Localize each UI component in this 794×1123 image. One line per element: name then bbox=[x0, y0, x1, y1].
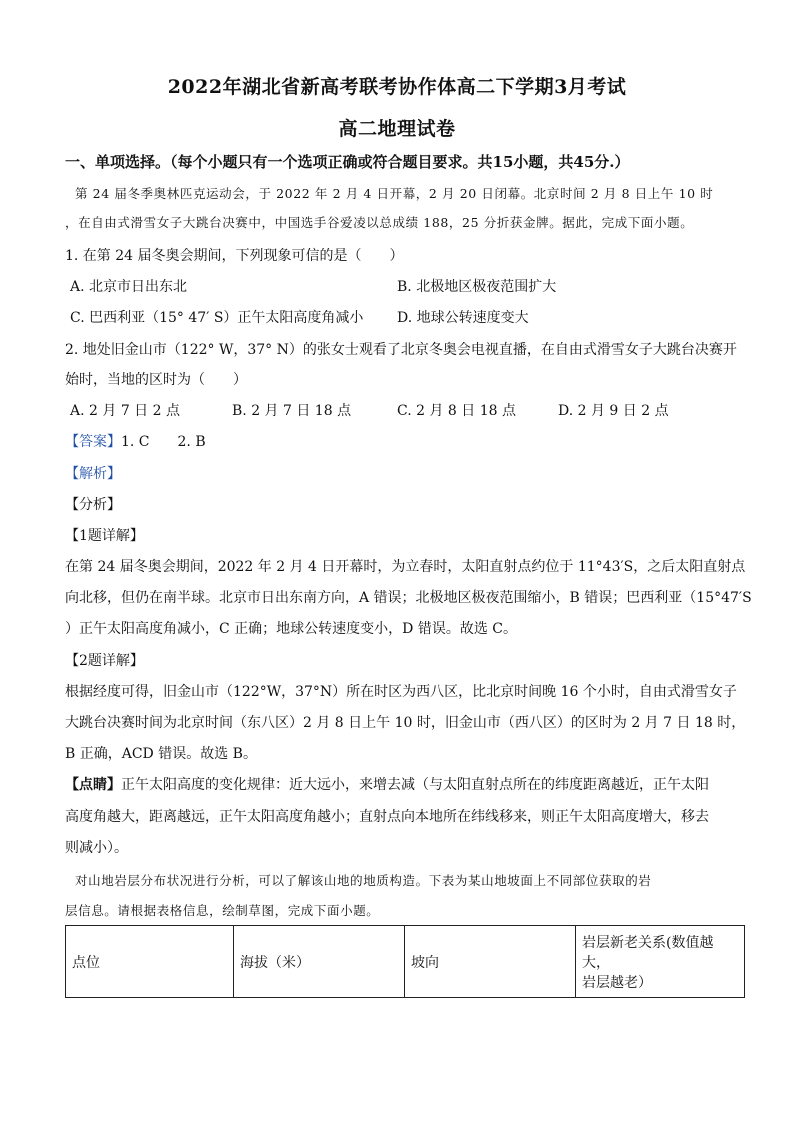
q1-option-d: D. 地球公转速度变大 bbox=[397, 310, 529, 326]
detail-1-label: 【1题详解】 bbox=[65, 528, 144, 544]
q1-option-c: C. 巴西利亚（15° 47′ S）正午太阳高度角减小 bbox=[70, 310, 364, 326]
detail-2-line: 根据经度可得，旧金山市（122°W，37°N）所在时区为西八区，比北京时间晚 16 个小时，自由式滑雪女子 bbox=[65, 684, 737, 700]
table-header-row bbox=[66, 926, 745, 998]
passage-line: ，在自由式滑雪女子大跳台决赛中，中国选手谷爱凌以总成绩 188，25 分折获金牌。据此，完成下面小题。 bbox=[65, 215, 694, 230]
header-cell-age bbox=[576, 926, 745, 998]
page-title: 2022年湖北省新高考联考协作体高二下学期3月考试 bbox=[167, 76, 627, 98]
answer-label: 【答案】 bbox=[65, 434, 121, 450]
fenxi-label: 【分析】 bbox=[65, 497, 121, 513]
question-2-stem: 2. 地处旧金山市（122° W，37° N）的张女士观看了北京冬奥会电视直播，在自由式滑雪女子大跳台决赛开 bbox=[65, 342, 737, 358]
passage-2-line: 对山地岩层分布状况进行分析，可以了解该山地的地质构造。下表为某山地坡面上不同部位获取的岩 bbox=[75, 873, 652, 888]
detail-2-line: B 正确，ACD 错误。故选 B。 bbox=[65, 746, 257, 762]
dianjing-label: 【点睛】 bbox=[65, 777, 121, 793]
q2-option-c: C. 2 月 8 日 18 点 bbox=[397, 403, 516, 419]
answer-line bbox=[65, 431, 735, 451]
header-cell-point: 点位 bbox=[66, 926, 234, 998]
passage-line: 第 24 届冬季奥林匹克运动会，于 2022 年 2 月 4 日开幕，2 月 20 日闭幕。北京时间 2 月 8 日上午 10 时 bbox=[75, 186, 714, 201]
detail-1-line: 向北移，但仍在南半球。北京市日出东南方向，A 错误；北极地区极夜范围缩小，B 错误；巴西利亚（15°47′S bbox=[65, 590, 752, 606]
dianjing-text: 正午太阳高度的变化规律：近大远小，来增去减（与太阳直射点所在的纬度距离越近，正午太阳 bbox=[121, 777, 709, 793]
q2-option-b: B. 2 月 7 日 18 点 bbox=[232, 403, 352, 419]
detail-1-line: 在第 24 届冬奥会期间，2022 年 2 月 4 日开幕时，为立春时，太阳直射点约位于 11°43′S，之后太阳直射点 bbox=[65, 559, 746, 575]
passage-2-line: 层信息。请根据表格信息，绘制草图，完成下面小题。 bbox=[65, 903, 380, 918]
question-1-stem: 1. 在第 24 届冬奥会期间，下列现象可信的是（ ） bbox=[65, 248, 404, 264]
section-heading: 一、单项选择。（每个小题只有一个选项正确或符合题目要求。共15小题，共45分.） bbox=[65, 153, 630, 171]
q1-option-a: A. 北京市日出东北 bbox=[70, 279, 188, 295]
header-cell-age-line1: 岩层新老关系(数值越大， bbox=[582, 934, 714, 971]
detail-2-line: 大跳台决赛时间为北京时间（东八区）2 月 8 日上午 10 时，旧金山市（西八区）的区时为 2 月 7 日 18 时， bbox=[65, 715, 746, 731]
page-subtitle: 高二地理试卷 bbox=[338, 118, 456, 140]
question-2-stem-cont: 始时，当地的区时为（ ） bbox=[65, 372, 247, 388]
answer-text: 1. C 2. B bbox=[121, 434, 206, 450]
dianjing-line: 高度角越大，距离越远，正午太阳高度角越小；直射点向本地所在纬线移来，则正午太阳高度增大，移去 bbox=[65, 809, 709, 825]
header-cell-age-line2: 岩层越老） bbox=[582, 974, 652, 991]
q2-option-a: A. 2 月 7 日 2 点 bbox=[70, 403, 180, 419]
dianjing-line: 则减小）。 bbox=[65, 840, 128, 856]
q1-option-b: B. 北极地区极夜范围扩大 bbox=[397, 279, 557, 295]
analysis-label: 【解析】 bbox=[65, 466, 121, 482]
detail-2-label: 【2题详解】 bbox=[65, 653, 144, 669]
detail-1-line: ）正午太阳高度角减小，C 正确；地球公转速度变小，D 错误。故选 C。 bbox=[65, 621, 517, 637]
header-cell-aspect: 坡向 bbox=[405, 926, 576, 998]
header-cell-altitude: 海拔（米） bbox=[234, 926, 405, 998]
q2-option-d: D. 2 月 9 日 2 点 bbox=[558, 403, 669, 419]
rock-layer-table bbox=[65, 925, 745, 998]
dianjing-line bbox=[65, 774, 735, 794]
